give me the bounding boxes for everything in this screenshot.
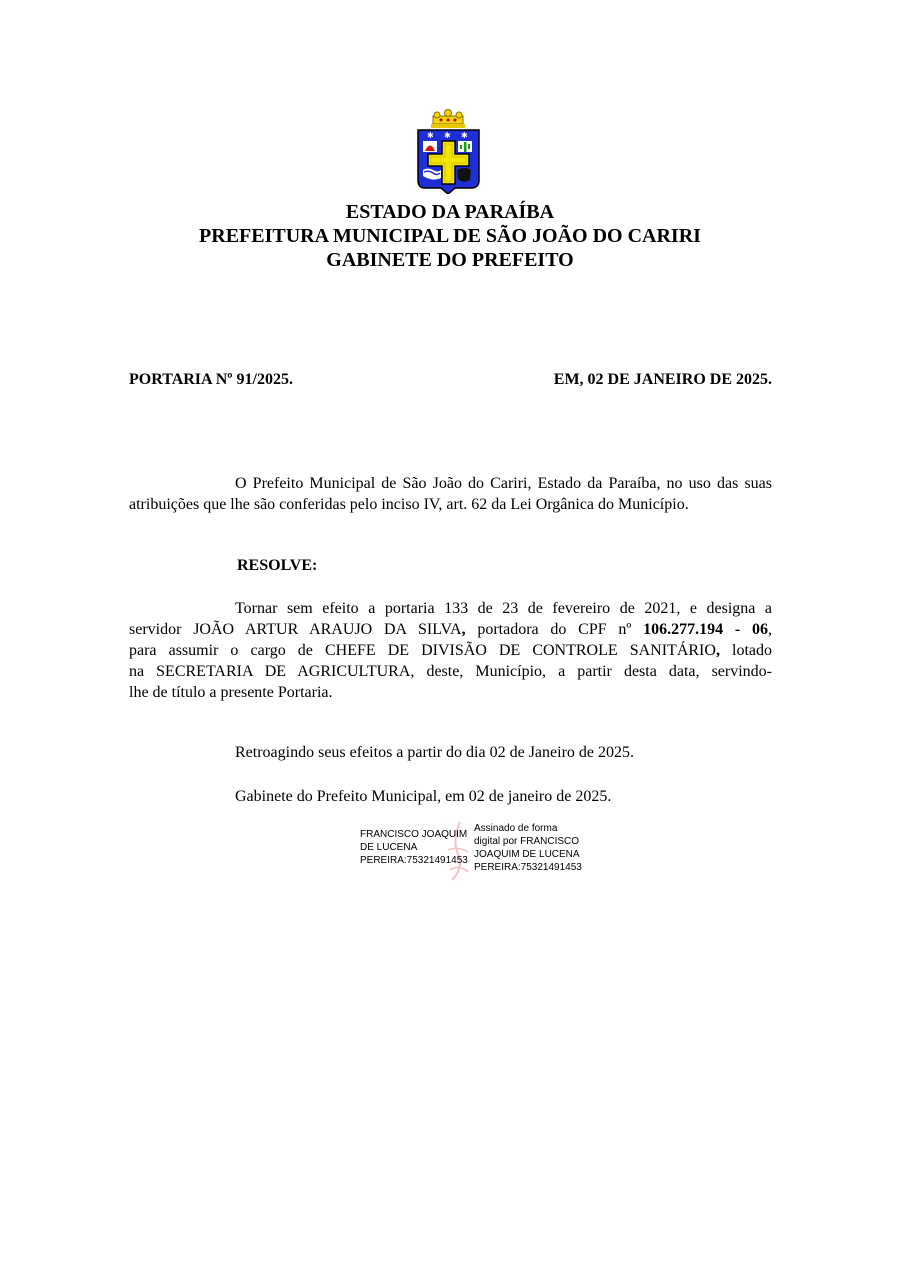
intro-text: O Prefeito Municipal de São João do Cariri, Estado da Paraíba, no uso das suas atribuições que lhe são conferidas pelo inciso IV, art. 62 da Lei Orgânica do Município.	[129, 475, 772, 513]
body-text-bold: ,	[461, 621, 466, 638]
body-line-5	[129, 682, 772, 703]
body-paragraph	[129, 598, 772, 703]
portaria-number: PORTARIA Nº 91/2025.	[129, 371, 293, 388]
svg-text:✱: ✱	[427, 131, 434, 140]
signature-info-line: PEREIRA:75321491453	[474, 862, 582, 873]
digital-signature	[358, 820, 598, 882]
body-text: Tornar sem efeito a portaria 133 de 23 de fevereiro de 2021, e designa a	[235, 600, 772, 617]
retroactive-effect-text: Retroagindo seus efeitos a partir do dia 02 de Janeiro de 2025.	[235, 744, 634, 761]
body-line-4	[129, 661, 772, 682]
body-line-1	[129, 598, 772, 619]
closing-place-date: Gabinete do Prefeito Municipal, em 02 de janeiro de 2025.	[235, 788, 612, 805]
document-header	[0, 200, 900, 272]
signer-name-line: FRANCISCO JOAQUIM	[360, 829, 468, 840]
intro-paragraph	[129, 473, 772, 515]
signature-info-line: digital por FRANCISCO	[474, 836, 580, 847]
body-text: lotado	[719, 642, 772, 659]
portaria-date: EM, 02 DE JANEIRO DE 2025.	[553, 371, 772, 388]
resolve-heading: RESOLVE:	[237, 557, 318, 574]
body-text: para assumir o cargo de CHEFE DE DIVISÃO DE CONTROLE SANITÁRIO	[129, 642, 716, 659]
body-text: ,	[768, 621, 772, 638]
signer-name-line: DE LUCENA	[360, 842, 418, 853]
body-text: lhe de título a presente Portaria.	[129, 684, 333, 701]
svg-text:✱: ✱	[444, 131, 451, 140]
body-line-2	[129, 619, 772, 640]
signature-info-line: JOAQUIM DE LUCENA	[474, 849, 580, 860]
header-prefecture: PREFEITURA MUNICIPAL DE SÃO JOÃO DO CARIRI	[199, 225, 701, 247]
body-text: portadora do CPF nº	[465, 621, 644, 638]
signer-name-block	[360, 828, 478, 867]
signer-name-line: PEREIRA:75321491453	[360, 855, 468, 866]
signature-info-line: Assinado de forma	[474, 823, 558, 834]
body-line-3	[129, 640, 772, 661]
svg-text:✱: ✱	[461, 131, 468, 140]
signature-info-block	[474, 822, 594, 874]
body-text: servidor JOÃO ARTUR ARAUJO DA SILVA	[129, 621, 462, 638]
municipal-coat-of-arms-emblem	[413, 108, 483, 194]
header-office: GABINETE DO PREFEITO	[326, 249, 574, 271]
body-text: na SECRETARIA DE AGRICULTURA, deste, Município, a partir desta data, servindo-	[129, 663, 772, 680]
body-text-bold: ,	[715, 642, 720, 659]
cpf-number: 106.277.194 - 06	[643, 621, 768, 638]
header-state: ESTADO DA PARAÍBA	[345, 201, 555, 223]
